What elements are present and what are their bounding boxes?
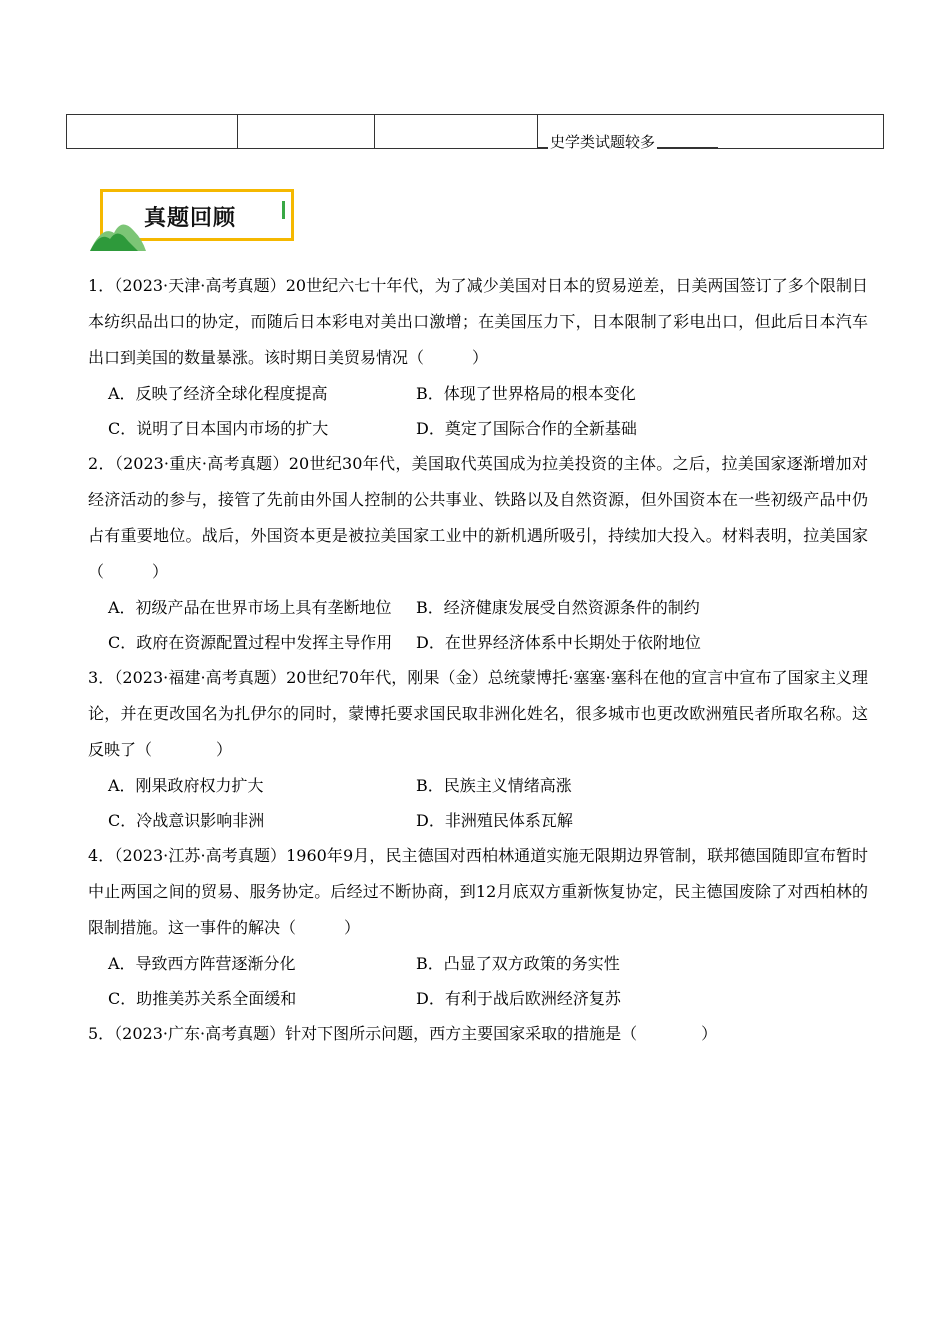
question-item xyxy=(88,446,868,660)
table-cell-text: 史学类试题较多 xyxy=(550,133,656,151)
option-d[interactable]: D．有利于战后欧洲经济复苏 xyxy=(416,989,621,1008)
option-list xyxy=(88,590,868,660)
table-cell xyxy=(375,115,538,148)
table-cell xyxy=(67,115,238,148)
option-b[interactable]: B．民族主义情绪高涨 xyxy=(416,776,572,795)
option-a[interactable]: A．反映了经济全球化程度提高 xyxy=(108,384,328,403)
question-item xyxy=(88,268,868,446)
option-a[interactable]: A．初级产品在世界市场上具有垄断地位 xyxy=(108,598,392,617)
option-b[interactable]: B．经济健康发展受自然资源条件的制约 xyxy=(416,598,700,617)
question-stem: 1．（2023·天津·高考真题）20世纪六七十年代，为了减少美国对日本的贸易逆差，日美两国签订了多个限制日本纺织品出口的协定，而随后日本彩电对美出口激增；在美国压力下，日本限制了彩电出口，但此后日本汽车出口到美国的数量暴涨。该时期日美贸易情况（ ） xyxy=(88,276,868,367)
option-list xyxy=(88,768,868,838)
option-list xyxy=(88,946,868,1016)
option-b[interactable]: B．体现了世界格局的根本变化 xyxy=(416,384,636,403)
question-item xyxy=(88,660,868,838)
banner-accent-bar xyxy=(282,201,285,219)
question-stem: 5．（2023·广东·高考真题）针对下图所示问题，西方主要国家采取的措施是（ ） xyxy=(88,1024,718,1043)
section-title: 真题回顾 xyxy=(144,206,237,231)
option-c[interactable]: C．冷战意识影响非洲 xyxy=(108,811,265,830)
table-cell xyxy=(238,115,375,148)
option-list xyxy=(88,376,868,446)
question-list xyxy=(88,268,868,1052)
option-c[interactable]: C．助推美苏关系全面缓和 xyxy=(108,989,297,1008)
table-cell xyxy=(538,115,883,151)
option-d[interactable]: D．奠定了国际合作的全新基础 xyxy=(416,419,637,438)
header-table xyxy=(66,114,884,149)
option-c[interactable]: C．政府在资源配置过程中发挥主导作用 xyxy=(108,633,393,652)
question-stem: 2．（2023·重庆·高考真题）20世纪30年代，美国取代英国成为拉美投资的主体。之后，拉美国家逐渐增加对经济活动的参与，接管了先前由外国人控制的公共事业、铁路以及自然资源，但外国资本在一些初级产品中仍占有重要地位。战后，外国资本更是被拉美国家工业中的新机遇所吸引，持续加大投入。材料表明，拉美国家（ ） xyxy=(88,454,868,581)
question-item xyxy=(88,1016,868,1052)
option-c[interactable]: C．说明了日本国内市场的扩大 xyxy=(108,419,329,438)
option-d[interactable]: D．非洲殖民体系瓦解 xyxy=(416,811,573,830)
question-stem: 4．（2023·江苏·高考真题）1960年9月，民主德国对西柏林通道实施无限期边界管制，联邦德国随即宣布暂时中止两国之间的贸易、服务协定。后经过不断协商，到12月底双方重新恢复协定，民主德国废除了对西柏林的限制措施。这一事件的解决（ ） xyxy=(88,846,868,937)
section-banner xyxy=(88,187,298,253)
question-item xyxy=(88,838,868,1016)
option-a[interactable]: A．刚果政府权力扩大 xyxy=(108,776,264,795)
option-a[interactable]: A．导致西方阵营逐渐分化 xyxy=(108,954,296,973)
option-b[interactable]: B．凸显了双方政策的务实性 xyxy=(416,954,620,973)
option-d[interactable]: D．在世界经济体系中长期处于依附地位 xyxy=(416,633,701,652)
question-stem: 3．（2023·福建·高考真题）20世纪70年代，刚果（金）总统蒙博托·塞塞·塞科在他的宣言中宣布了国家主义理论，并在更改国名为扎伊尔的同时，蒙博托要求国民取非洲化姓名，很多城市也更改欧洲殖民者所取名称。这反映了（ ） xyxy=(88,668,868,759)
mountain-icon xyxy=(88,211,148,253)
